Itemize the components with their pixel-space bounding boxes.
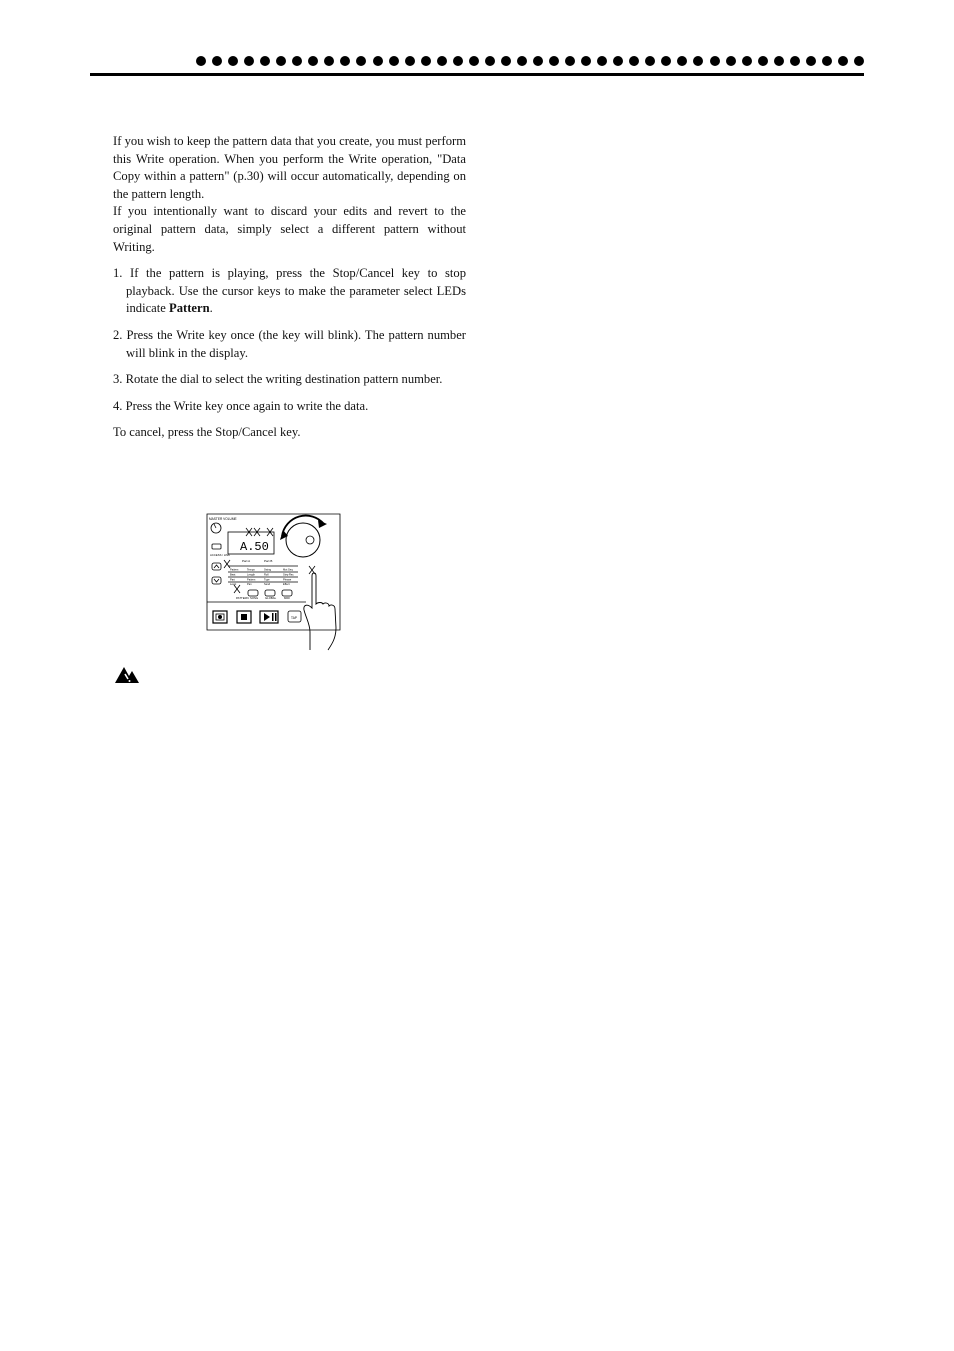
tap-label: TAP bbox=[291, 616, 297, 620]
step-2: 2. Press the Write key once (the key will blink). The pattern number will blink in the display. bbox=[113, 327, 466, 360]
mode-song-label: SONG bbox=[250, 596, 259, 600]
param-cell: Effect bbox=[283, 583, 290, 586]
param-cell: Swing bbox=[264, 568, 272, 572]
master-volume-label: MASTER VOLUME bbox=[209, 517, 237, 521]
col2-label: Part B bbox=[264, 559, 273, 563]
procedure-steps bbox=[113, 265, 466, 415]
header-dot bbox=[421, 56, 431, 66]
access-button-icon bbox=[212, 544, 221, 549]
header-dot bbox=[613, 56, 623, 66]
cursor-up-icon bbox=[212, 563, 221, 570]
header-dot bbox=[501, 56, 511, 66]
step-4: 4. Press the Write key once again to write the data. bbox=[113, 398, 369, 413]
header-dot bbox=[806, 56, 816, 66]
header-dot bbox=[790, 56, 800, 66]
param-cell: Part bbox=[230, 578, 235, 582]
header-dot bbox=[822, 56, 832, 66]
header-dot bbox=[212, 56, 222, 66]
step-3: 3. Rotate the dial to select the writing destination pattern number. bbox=[113, 372, 443, 387]
param-cell: Phrase bbox=[283, 578, 292, 582]
header-dot bbox=[677, 56, 687, 66]
header-dot bbox=[485, 56, 495, 66]
header-dot bbox=[710, 56, 720, 66]
mode-global-label: GLOBAL bbox=[265, 596, 277, 600]
dial-icon bbox=[286, 523, 320, 557]
header-dot bbox=[549, 56, 559, 66]
header-dot bbox=[244, 56, 254, 66]
mode-midi-label: MIDI bbox=[284, 596, 290, 600]
header-dot bbox=[838, 56, 848, 66]
header-dot bbox=[260, 56, 270, 66]
col1-label: Part A bbox=[242, 559, 251, 563]
header-dot bbox=[517, 56, 527, 66]
param-cell: Pan bbox=[247, 583, 252, 586]
display-value: A.50 bbox=[240, 540, 269, 554]
header-dot bbox=[758, 56, 768, 66]
caution-icon bbox=[114, 664, 140, 684]
param-cell: Pattern bbox=[230, 568, 239, 572]
header-dot bbox=[645, 56, 655, 66]
header-dot bbox=[373, 56, 383, 66]
header-dot bbox=[661, 56, 671, 66]
param-cell: Step Rec bbox=[283, 573, 294, 577]
header-dot bbox=[629, 56, 639, 66]
param-cell: Beat bbox=[230, 573, 236, 577]
step-1: 1. If the pattern is playing, press the Stop/Cancel key to stop playback. Use the cursor keys to make the parameter select LEDs indicate Pattern. bbox=[113, 266, 466, 316]
param-led-mark bbox=[224, 560, 230, 568]
header-dot bbox=[581, 56, 591, 66]
header-dot bbox=[854, 56, 864, 66]
step-1-bold: Pattern bbox=[169, 301, 210, 316]
param-cell: Roll bbox=[264, 573, 269, 577]
header-dot bbox=[228, 56, 238, 66]
hand-pointer-icon bbox=[304, 573, 336, 650]
header-dot bbox=[308, 56, 318, 66]
header-dot bbox=[597, 56, 607, 66]
access-label: ACCESS / LINK bbox=[210, 553, 231, 557]
header-dot bbox=[405, 56, 415, 66]
header-dot bbox=[389, 56, 399, 66]
cursor-down-icon bbox=[212, 577, 221, 584]
param-cell: Send bbox=[264, 583, 271, 586]
pattern-led-mark bbox=[234, 585, 240, 593]
panel-illustration bbox=[200, 506, 360, 656]
header-dot bbox=[533, 56, 543, 66]
rotate-arrow-icon bbox=[282, 516, 324, 536]
mode-pattern-label: PATTERN bbox=[236, 596, 249, 600]
header-dot bbox=[469, 56, 479, 66]
param-cell: Mot Seq bbox=[283, 568, 293, 572]
header-dot-row bbox=[196, 55, 864, 67]
header-dot bbox=[437, 56, 447, 66]
param-cell: Level bbox=[230, 583, 237, 586]
write-led-mark bbox=[309, 566, 315, 574]
param-cell: Pattern bbox=[247, 578, 256, 582]
param-cell: Length bbox=[247, 573, 255, 577]
intro-paragraph-1: If you wish to keep the pattern data that you create, you must perform this Write operation. When you perform the Write operation, "Data Copy within a pattern" (p.30) will occur automatically, depending on the pattern length. bbox=[113, 134, 466, 201]
cancel-note: To cancel, press the Stop/Cancel key. bbox=[113, 425, 301, 440]
header-dot bbox=[726, 56, 736, 66]
body-text bbox=[113, 133, 466, 442]
header-dot bbox=[693, 56, 703, 66]
header-dot bbox=[565, 56, 575, 66]
header-dot bbox=[340, 56, 350, 66]
header-dot bbox=[292, 56, 302, 66]
header-dot bbox=[356, 56, 366, 66]
header-dot bbox=[774, 56, 784, 66]
header-dot bbox=[453, 56, 463, 66]
header-dot bbox=[196, 56, 206, 66]
param-cell: Tempo bbox=[247, 568, 255, 572]
header-dot bbox=[276, 56, 286, 66]
param-cell: Type bbox=[264, 578, 270, 582]
header-dot bbox=[324, 56, 334, 66]
intro-paragraph-2: If you intentionally want to discard your edits and revert to the original pattern data, simply select a different pattern without Writing. bbox=[113, 204, 466, 254]
header-dot bbox=[742, 56, 752, 66]
header-rule bbox=[90, 73, 864, 76]
